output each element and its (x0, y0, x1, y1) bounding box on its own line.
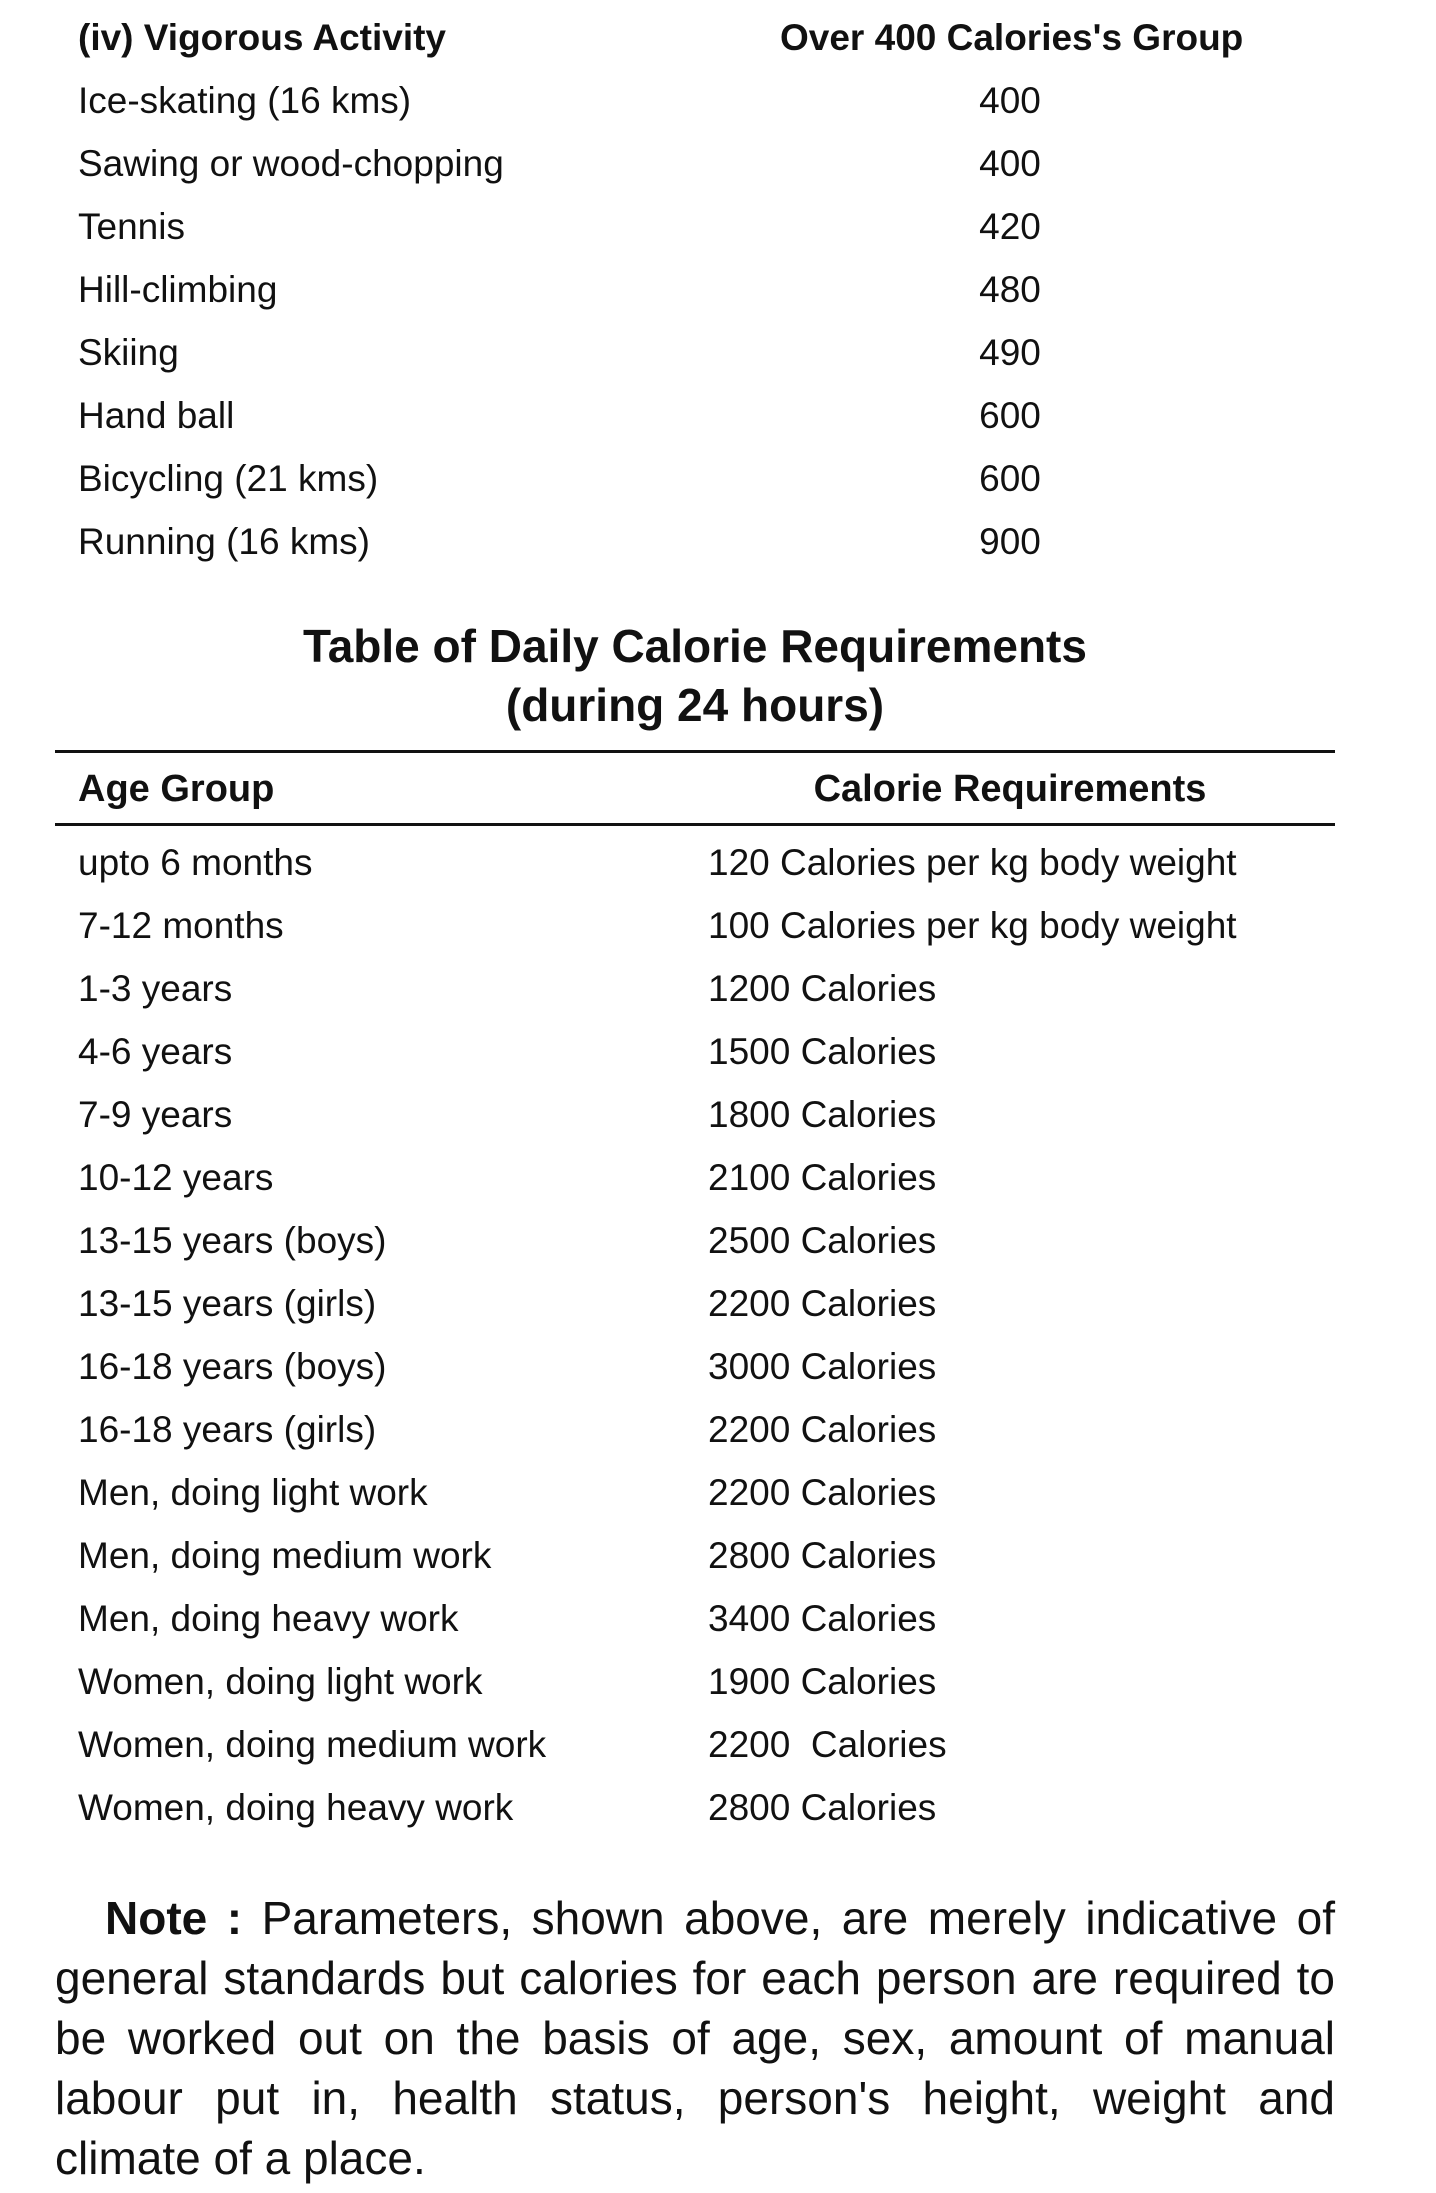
vigorous-row (0, 196, 1436, 258)
age-group-cell: Men, doing medium work (78, 1535, 492, 1576)
column-header-age-group: Age Group (78, 768, 275, 810)
table-row (0, 895, 1436, 957)
activity-name: Tennis (78, 206, 185, 247)
table-row (0, 1588, 1436, 1650)
table-row (0, 1084, 1436, 1146)
table-row (0, 958, 1436, 1020)
table-top-rule (55, 750, 1335, 753)
calorie-requirement-cell: 2200 Calories (708, 1472, 937, 1513)
age-group-cell: 16-18 years (boys) (78, 1346, 387, 1387)
vigorous-header-row (0, 7, 1436, 69)
table-row (0, 1525, 1436, 1587)
table-row (0, 1714, 1436, 1776)
activity-calories: 400 (979, 143, 1041, 184)
activity-calories: 490 (979, 332, 1041, 373)
age-group-cell: 1-3 years (78, 968, 233, 1009)
calorie-requirement-cell: 2200 Calories (708, 1283, 937, 1324)
table-subtitle: (during 24 hours) (505, 679, 885, 731)
calorie-requirement-cell: 2500 Calories (708, 1220, 937, 1261)
vigorous-row (0, 133, 1436, 195)
calorie-requirement-cell: 2100 Calories (708, 1157, 937, 1198)
calorie-requirement-cell: 1900 Calories (708, 1661, 937, 1702)
vigorous-row (0, 259, 1436, 321)
calorie-requirement-cell: 2800 Calories (708, 1787, 937, 1828)
activity-name: Skiing (78, 332, 179, 373)
activity-calories: 480 (979, 269, 1041, 310)
vigorous-row (0, 322, 1436, 384)
calorie-requirement-cell: 3000 Calories (708, 1346, 937, 1387)
calorie-requirement-cell: 120 Calories per kg body weight (708, 842, 1237, 883)
calorie-requirement-cell: 3400 Calories (708, 1598, 937, 1639)
vigorous-row (0, 511, 1436, 573)
activity-calories: 600 (979, 458, 1041, 499)
age-group-cell: 13-15 years (girls) (78, 1283, 377, 1324)
activity-calories: 420 (979, 206, 1041, 247)
age-group-cell: Men, doing light work (78, 1472, 428, 1513)
age-group-cell: Women, doing medium work (78, 1724, 547, 1765)
activity-name: Running (16 kms) (78, 521, 371, 562)
table-row (0, 1651, 1436, 1713)
note-paragraph (55, 1888, 1335, 2188)
activity-calories: 600 (979, 395, 1041, 436)
note-label: Note : (105, 1892, 243, 1944)
activity-name: Hand ball (78, 395, 235, 436)
activity-name: Ice-skating (16 kms) (78, 80, 412, 121)
age-group-cell: 4-6 years (78, 1031, 233, 1072)
table-title: Table of Daily Calorie Requirements (303, 620, 1087, 672)
table-row (0, 832, 1436, 894)
age-group-cell: Men, doing heavy work (78, 1598, 459, 1639)
age-group-cell: 13-15 years (boys) (78, 1220, 387, 1261)
vigorous-row (0, 448, 1436, 510)
age-group-cell: 16-18 years (girls) (78, 1409, 377, 1450)
vigorous-row (0, 70, 1436, 132)
calorie-requirement-cell: 1800 Calories (708, 1094, 937, 1135)
table-row (0, 1021, 1436, 1083)
table-row (0, 1147, 1436, 1209)
calorie-requirement-cell: 1500 Calories (708, 1031, 937, 1072)
age-group-cell: upto 6 months (78, 842, 313, 883)
vigorous-header-activity: (iv) Vigorous Activity (78, 17, 447, 58)
note-text: Parameters, shown above, are merely indicative of general standards but calories for each person are required to be worked out on the basis of age, sex, amount of manual labour put in, health status, person's height, weight and climate of a place. (55, 1892, 1335, 2184)
table-row (0, 1399, 1436, 1461)
activity-name: Bicycling (21 kms) (78, 458, 379, 499)
age-group-cell: 7-9 years (78, 1094, 233, 1135)
table-row (0, 1336, 1436, 1398)
calorie-requirement-cell: 2200 Calories (708, 1409, 937, 1450)
vigorous-row (0, 385, 1436, 447)
calorie-requirement-cell: 1200 Calories (708, 968, 937, 1009)
calorie-requirement-cell: 100 Calories per kg body weight (708, 905, 1237, 946)
activity-name: Sawing or wood-chopping (78, 143, 504, 184)
table-row (0, 1462, 1436, 1524)
vigorous-header-calories: Over 400 Calories's Group (780, 17, 1244, 58)
age-group-cell: 10-12 years (78, 1157, 274, 1198)
table-header-row (0, 755, 1436, 823)
activity-name: Hill-climbing (78, 269, 278, 310)
activity-calories: 400 (979, 80, 1041, 121)
age-group-cell: 7-12 months (78, 905, 284, 946)
table-header-rule (55, 823, 1335, 826)
table-row (0, 1273, 1436, 1335)
activity-calories: 900 (979, 521, 1041, 562)
table-row (0, 1210, 1436, 1272)
age-group-cell: Women, doing light work (78, 1661, 483, 1702)
age-group-cell: Women, doing heavy work (78, 1787, 514, 1828)
calorie-requirement-cell: 2200 Calories (708, 1724, 947, 1765)
table-row (0, 1777, 1436, 1839)
column-header-calorie-requirements: Calorie Requirements (813, 768, 1207, 810)
calorie-requirement-cell: 2800 Calories (708, 1535, 937, 1576)
